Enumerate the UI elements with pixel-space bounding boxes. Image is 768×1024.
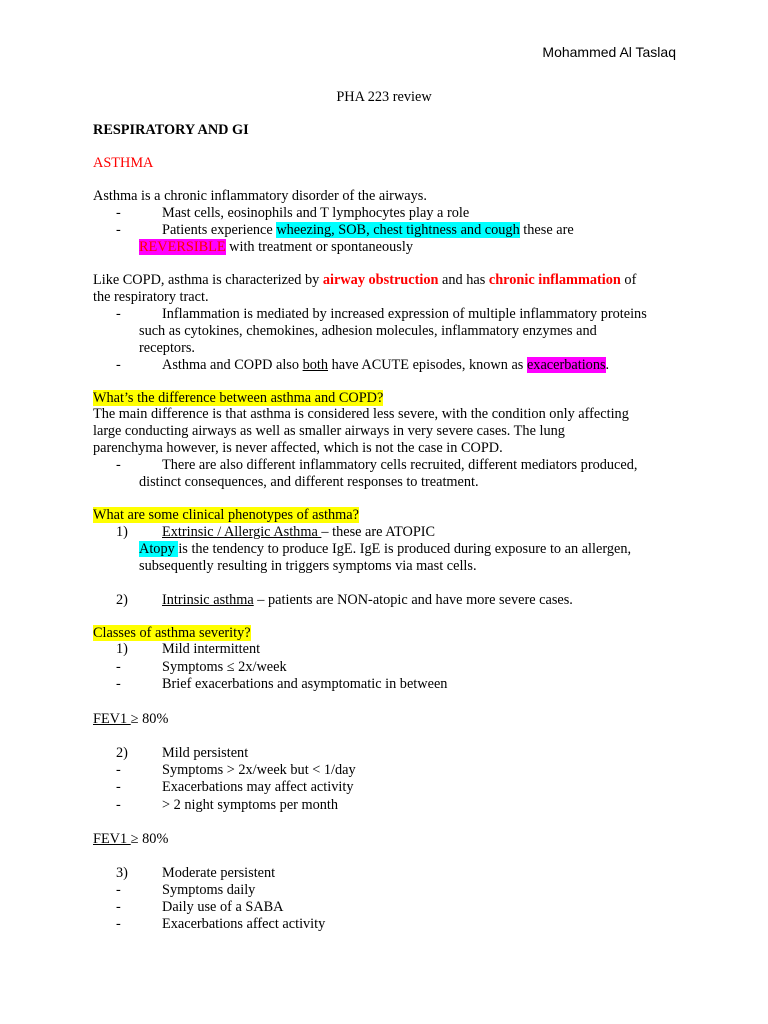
fev-threshold: [93, 831, 168, 848]
bullet-text: Patients experience: [162, 222, 277, 238]
bullet-text: .: [605, 357, 610, 373]
bullet-text: these are: [519, 222, 574, 238]
bullet-continuation: receptors.: [139, 340, 195, 356]
bullet-dash: -: [116, 457, 121, 473]
item-text: – patients are NON-atopic and have more severe cases.: [253, 592, 573, 608]
bullet-item: [116, 659, 287, 676]
paragraph-line: large conducting airways as well as smaller airways in very severe cases. The lung: [93, 423, 565, 439]
highlighted-text: exacerbations: [526, 357, 606, 373]
paragraph-line: the respiratory tract.: [93, 289, 209, 305]
question-heading: [93, 625, 251, 642]
bullet-item: [116, 306, 647, 323]
text: of: [620, 272, 637, 288]
emphasis-text: chronic inflammation: [488, 272, 621, 288]
bullet-dash: -: [116, 676, 121, 692]
item-text: – these are ATOPIC: [321, 524, 436, 540]
bullet-dash: -: [116, 357, 121, 373]
item-text: Moderate persistent: [162, 865, 276, 881]
bullet-continuation: distinct consequences, and different responses to treatment.: [139, 474, 479, 490]
bullet-text: Inflammation is mediated by increased expression of multiple inflammatory proteins: [162, 306, 647, 322]
bullet-item: [116, 457, 637, 474]
section-heading: RESPIRATORY AND GI: [93, 122, 249, 138]
bullet-text: have ACUTE episodes, known as: [328, 357, 527, 373]
bullet-item: [116, 899, 284, 916]
item-continuation: subsequently resulting in triggers symptoms via mast cells.: [139, 558, 477, 574]
bullet-dash: -: [116, 916, 121, 932]
question-heading: [93, 390, 383, 407]
item-number: 1): [116, 524, 128, 540]
underlined-text: Intrinsic asthma: [162, 592, 254, 608]
bullet-item: [116, 916, 325, 933]
item-number: 3): [116, 865, 128, 881]
bullet-continuation: [139, 239, 413, 256]
question-heading: [93, 507, 359, 524]
paragraph: Asthma is a chronic inflammatory disorder of the airways.: [93, 188, 427, 204]
bullet-text: Brief exacerbations and asymptomatic in between: [162, 676, 448, 692]
paragraph: [93, 272, 636, 289]
bullet-item: [116, 797, 338, 814]
item-text: Mild intermittent: [162, 641, 261, 657]
bullet-text: Exacerbations may affect activity: [162, 779, 354, 795]
subsection-heading: ASTHMA: [93, 155, 154, 171]
underlined-text: both: [302, 357, 329, 373]
emphasis-text: airway obstruction: [322, 272, 439, 288]
bullet-text: Symptoms > 2x/week but < 1/day: [162, 762, 356, 778]
bullet-dash: -: [116, 205, 121, 221]
paragraph-line: The main difference is that asthma is considered less severe, with the condition only affecting: [93, 406, 629, 422]
bullet-dash: -: [116, 882, 121, 898]
highlighted-text: What are some clinical phenotypes of asthma?: [93, 507, 359, 523]
text: Like COPD, asthma is characterized by: [93, 272, 323, 288]
bullet-item: [116, 762, 356, 779]
text: ≥ 80%: [130, 711, 169, 727]
bullet-text: > 2 night symptoms per month: [162, 797, 339, 813]
page-title: PHA 223 review: [336, 89, 432, 105]
author-name: Mohammed Al Taslaq: [542, 44, 676, 60]
bullet-text: Asthma and COPD also: [162, 357, 303, 373]
bullet-dash: -: [116, 762, 121, 778]
item-number: 2): [116, 745, 128, 761]
underlined-text: FEV1: [93, 831, 131, 847]
bullet-text: Symptoms ≤ 2x/week: [162, 659, 287, 675]
fev-threshold: [93, 711, 168, 728]
numbered-item: [116, 745, 248, 762]
bullet-item: [116, 779, 353, 796]
item-number: 2): [116, 592, 128, 608]
numbered-item: [116, 592, 573, 609]
highlighted-text: wheezing, SOB, chest tightness and cough: [276, 222, 520, 238]
highlighted-text: Atopy: [139, 541, 179, 557]
bullet-text: Mast cells, eosinophils and T lymphocytes play a role: [162, 205, 470, 221]
highlighted-text: Classes of asthma severity?: [93, 625, 251, 641]
bullet-dash: -: [116, 306, 121, 322]
item-continuation: [139, 541, 631, 558]
numbered-item: [116, 865, 275, 882]
bullet-item: [116, 676, 447, 693]
bullet-dash: -: [116, 899, 121, 915]
highlighted-text: REVERSIBLE: [139, 239, 226, 255]
bullet-dash: -: [116, 779, 121, 795]
bullet-dash: -: [116, 797, 121, 813]
paragraph-line: parenchyma however, is never affected, which is not the case in COPD.: [93, 440, 503, 456]
bullet-continuation: such as cytokines, chemokines, adhesion molecules, inflammatory enzymes and: [139, 323, 597, 339]
item-text: is the tendency to produce IgE. IgE is produced during exposure to an allergen,: [178, 541, 632, 557]
bullet-item: [116, 222, 574, 239]
bullet-dash: -: [116, 222, 121, 238]
item-text: Mild persistent: [162, 745, 249, 761]
bullet-item: [116, 882, 255, 899]
underlined-text: Extrinsic / Allergic Asthma: [162, 524, 322, 540]
highlighted-text: What’s the difference between asthma and COPD?: [93, 390, 384, 406]
numbered-item: [116, 641, 260, 658]
bullet-text: Symptoms daily: [162, 882, 256, 898]
bullet-item: [116, 357, 609, 374]
item-number: 1): [116, 641, 128, 657]
bullet-item: [116, 205, 469, 222]
bullet-text: Daily use of a SABA: [162, 899, 284, 915]
text: and has: [438, 272, 489, 288]
bullet-dash: -: [116, 659, 121, 675]
underlined-text: FEV1: [93, 711, 131, 727]
text: ≥ 80%: [130, 831, 169, 847]
bullet-text: with treatment or spontaneously: [225, 239, 413, 255]
bullet-text: Exacerbations affect activity: [162, 916, 326, 932]
bullet-text: There are also different inflammatory cells recruited, different mediators produced,: [162, 457, 638, 473]
numbered-item: [116, 524, 435, 541]
